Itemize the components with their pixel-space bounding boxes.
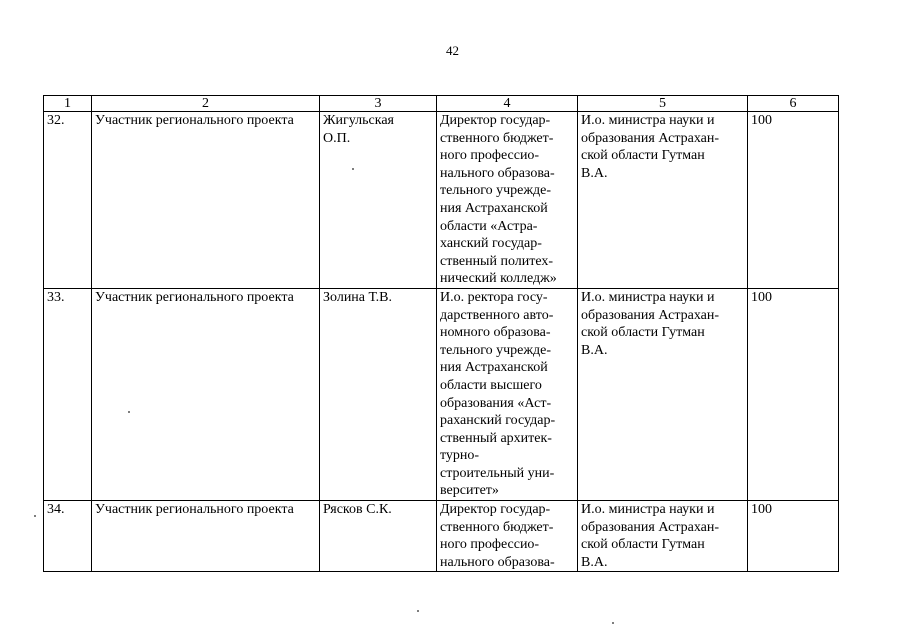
cell-line: ханский государ- — [440, 236, 542, 252]
column-header-2: 2 — [92, 96, 320, 112]
supervisor-cell — [578, 288, 748, 500]
cell-line: образования Астрахан- — [581, 307, 720, 323]
role-cell: Участник регионального проекта — [92, 288, 320, 500]
cell-line: раханский государ- — [440, 413, 556, 429]
cell-line: Жигульская — [323, 113, 394, 128]
table-header-row — [44, 96, 839, 112]
position-cell — [437, 288, 578, 500]
cell-line: ственного бюджет- — [440, 130, 554, 146]
scan-speck — [612, 622, 614, 624]
cell-line: Директор государ- — [440, 113, 551, 128]
position-cell — [437, 112, 578, 289]
cell-line: Рясков С.К. — [323, 502, 392, 518]
row-number-cell: 32. — [44, 112, 92, 289]
column-header-1: 1 — [44, 96, 92, 112]
position-cell — [437, 501, 578, 572]
cell-line: области «Астра- — [440, 218, 538, 234]
scan-speck — [34, 515, 36, 517]
row-number-cell: 33. — [44, 288, 92, 500]
cell-line: нального образова- — [440, 554, 555, 570]
cell-line: верситет» — [440, 483, 499, 499]
cell-line: ской области Гутман — [581, 148, 705, 164]
percent-cell: 100 — [748, 501, 839, 572]
cell-line: ской области Гутман — [581, 325, 705, 341]
cell-line: образования Астрахан- — [581, 519, 720, 535]
cell-line: И.о. ректора госу- — [440, 289, 548, 305]
role-cell: Участник регионального проекта — [92, 501, 320, 572]
cell-line: ственного бюджет- — [440, 519, 554, 535]
cell-line: номного образова- — [440, 325, 551, 341]
cell-line: В.А. — [581, 342, 608, 358]
participants-table — [43, 95, 839, 572]
cell-line: тельного учрежде- — [440, 183, 552, 199]
percent-cell: 100 — [748, 288, 839, 500]
percent-cell: 100 — [748, 112, 839, 289]
cell-line: нального образова- — [440, 165, 555, 181]
name-cell — [320, 288, 437, 500]
name-cell — [320, 501, 437, 572]
scan-speck — [417, 610, 419, 612]
cell-line: ния Астраханской — [440, 360, 548, 376]
supervisor-cell — [578, 501, 748, 572]
cell-line: И.о. министра науки и — [581, 502, 715, 518]
page-number: 42 — [446, 43, 459, 58]
cell-line: В.А. — [581, 165, 608, 181]
column-header-3: 3 — [320, 96, 437, 112]
cell-line: турно- — [440, 448, 480, 464]
cell-line: строительный уни- — [440, 465, 555, 481]
table-row — [44, 288, 839, 500]
cell-line: И.о. министра науки и — [581, 289, 715, 305]
column-header-5: 5 — [578, 96, 748, 112]
table-row — [44, 112, 839, 289]
cell-line: Золина Т.В. — [323, 289, 393, 305]
row-number-cell: 34. — [44, 501, 92, 572]
role-cell: Участник регионального проекта — [92, 112, 320, 289]
cell-line: И.о. министра науки и — [581, 113, 715, 128]
cell-line: тельного учрежде- — [440, 342, 552, 358]
cell-line: ного профессио- — [440, 148, 540, 164]
table-row — [44, 501, 839, 572]
cell-line: ния Астраханской — [440, 200, 548, 216]
cell-line: дарственного авто- — [440, 307, 554, 323]
cell-line: ской области Гутман — [581, 537, 705, 553]
supervisor-cell — [578, 112, 748, 289]
cell-line: ственный политех- — [440, 253, 554, 269]
cell-line: образования Астрахан- — [581, 130, 720, 146]
cell-line: В.А. — [581, 554, 608, 570]
cell-line: нический колледж» — [440, 271, 557, 287]
column-header-6: 6 — [748, 96, 839, 112]
cell-line: Директор государ- — [440, 502, 551, 518]
cell-line: ственный архитек- — [440, 430, 552, 446]
cell-line: О.П. — [323, 130, 351, 146]
name-cell — [320, 112, 437, 289]
scan-speck — [128, 411, 130, 413]
cell-line: ного профессио- — [440, 537, 540, 553]
cell-line: области высшего — [440, 377, 542, 393]
cell-line: образования «Аст- — [440, 395, 552, 411]
scan-speck — [352, 168, 354, 170]
column-header-4: 4 — [437, 96, 578, 112]
table-body — [44, 96, 839, 572]
